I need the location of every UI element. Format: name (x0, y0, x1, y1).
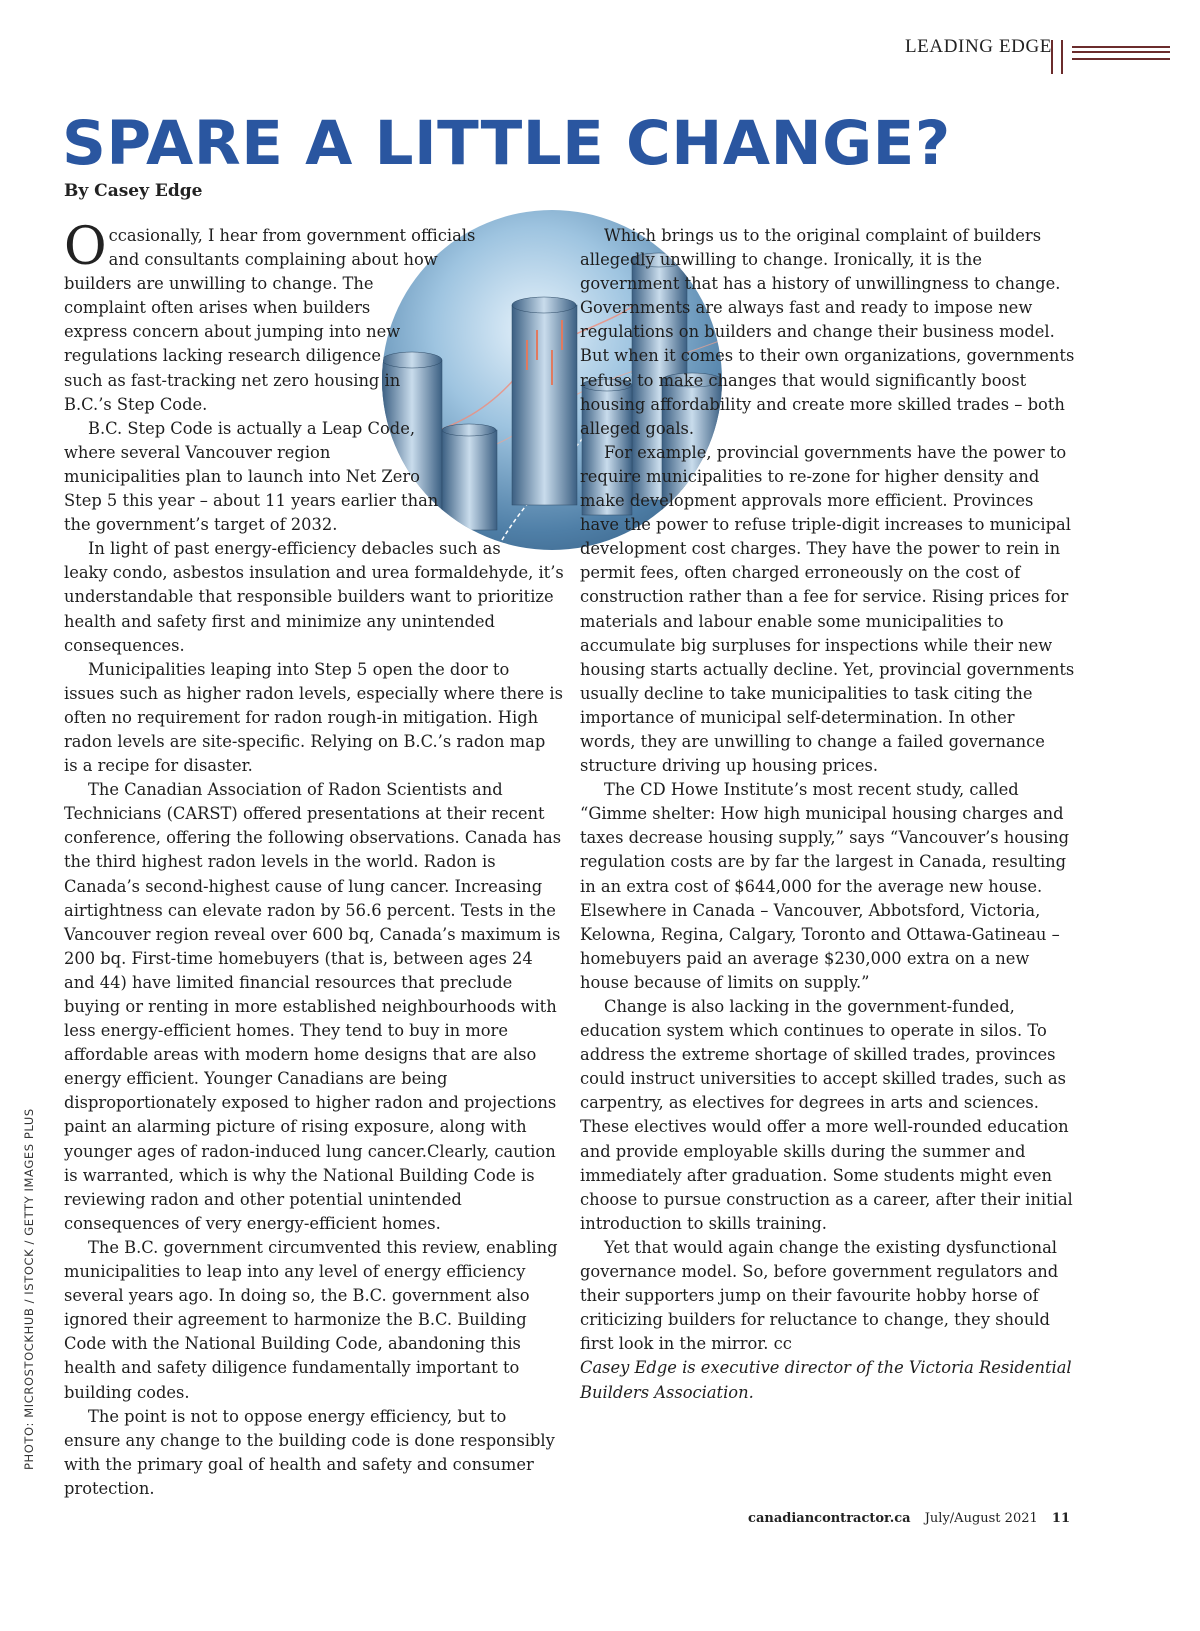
section-tag-lines (1072, 46, 1170, 60)
paragraph: For example, provincial governments have the power to require municipalities to re-zone for higher density and make development approvals more efficient. Provinces have the power to refuse triple-digit increases to municipal development cost charges. They have the power to rein in permit fees, often charged erroneously on the cost of construction rather than a fee for service. Rising prices for materials and labour enable some municipalities to accumulate big surpluses for inspections while their new housing starts actually decline. Yet, provincial governments usually decline to take municipalities to task citing the importance of municipal self-determination. In other words, they are unwilling to change a failed governance structure driving up housing prices. (580, 442, 1075, 776)
paragraph: In light of past energy-efficiency debacles such as leaky condo, asbestos insulation and urea formaldehyde, it’s understandable that responsible builders want to prioritize health and safety first and minimize any unintended consequences. (64, 539, 564, 655)
page-footer (748, 1511, 1070, 1526)
paragraph: B.C. Step Code is actually a Leap Code, where several Vancouver region municipalities plan to launch into Net Zero Step 5 this year – about 11 years earlier than the government’s target of 2032. (64, 418, 439, 535)
paragraph: Municipalities leaping into Step 5 open the door to issues such as higher radon levels, especially where there is often no requirement for radon rough-in mitigation. High radon levels are site-specific. Relying on B.C.’s radon map is a recipe for disaster. (64, 659, 563, 776)
article-title: SPARE A LITTLE CHANGE? (62, 108, 951, 179)
left-column (64, 217, 564, 1501)
paragraph: The Canadian Association of Radon Scientists and Technicians (CARST) offered presentations at their recent conference, offering the following observations. Canada has the third highest radon levels in the world. Radon is Canada’s second-highest cause of lung cancer. Increasing airtightness can elevate radon by 56.6 percent. Tests in the Vancouver region reveal over 600 bq, Canada’s maximum is 200 bq. First-time homebuyers (that is, between ages 24 and 44) have limited financial resources that preclude buying or renting in more established neighbourhoods with less energy-efficient homes. They tend to buy in more affordable areas with modern home designs that are also energy efficient. Younger Canadians are being disproportionately exposed to higher radon and projections paint an alarming picture of rising exposure, along with younger ages of radon-induced lung cancer.Clearly, caution is warranted, which is why the National Building Code is reviewing radon and other potential unintended consequences of very energy-efficient homes. (64, 780, 562, 1233)
author-bio: Casey Edge is executive director of the Victoria Residential Builders Association. (580, 1358, 1072, 1402)
paragraph: The B.C. government circumvented this review, enabling municipalities to leap into any level of energy efficiency several years ago. In doing so, the B.C. government also ignored their agreement to harmonize the B.C. Building Code with the National Building Code, abandoning this health and safety diligence fundamentally important to building codes. (64, 1237, 558, 1402)
paragraph: Change is also lacking in the government-funded, education system which continues to operate in silos. To address the extreme shortage of skilled trades, provinces could instruct universities to accept skilled trades, such as carpentry, as electives for degrees in arts and sciences. These electives would offer a more well-rounded education and provide employable skills during the summer and immediately after graduation. Some students might even choose to pursue construction as a career, after their initial introduction to skills training. (580, 997, 1073, 1233)
paragraph: The point is not to oppose energy efficiency, but to ensure any change to the building code is done responsibly with the primary goal of health and safety and consumer protection. (64, 1406, 555, 1498)
right-column (580, 224, 1075, 1405)
paragraph: Occasionally, I hear from government officials and consultants complaining about how builders are unwilling to change. The complaint often arises when builders express concern about jumping into new regulations lacking research diligence such as fast-tracking net zero housing in B.C.’s Step Code. (64, 217, 476, 414)
footer-issue: July/August 2021 (924, 1511, 1038, 1526)
section-tag-bars (1051, 40, 1063, 74)
section-tag: LEADING EDGE (904, 36, 1052, 57)
page-number: 11 (1051, 1511, 1070, 1526)
paragraph: Which brings us to the original complaint of builders allegedly unwilling to change. Ironically, it is the government that has a history of unwillingness to change. Governments are always fast and ready to impose new regulations on builders and change their business model. But when it comes to their own organizations, governments refuse to make changes that would significantly boost housing affordability and create more skilled trades – both alleged goals. (580, 226, 1075, 438)
photo-credit: PHOTO: MICROSTOCKHUB / ISTOCK / GETTY IMAGES PLUS (22, 1108, 36, 1470)
footer-site-link[interactable]: canadiancontractor.ca (748, 1511, 911, 1526)
paragraph: The CD Howe Institute’s most recent study, called “Gimme shelter: How high municipal housing charges and taxes decrease housing supply,” says “Vancouver’s housing regulation costs are by far the largest in Canada, resulting in an extra cost of $644,000 for the average new house. Elsewhere in Canada – Vancouver, Abbotsford, Victoria, Kelowna, Regina, Calgary, Toronto and Ottawa-Gatineau – homebuyers paid an average $230,000 extra on a new house because of limits on supply.” (580, 780, 1070, 992)
paragraph: Yet that would again change the existing dysfunctional governance model. So, before government regulators and their supporters jump on their favourite hobby horse of criticizing builders for reluctance to change, they should first look in the mirror. cc (580, 1237, 1059, 1354)
byline: By Casey Edge (64, 181, 203, 201)
